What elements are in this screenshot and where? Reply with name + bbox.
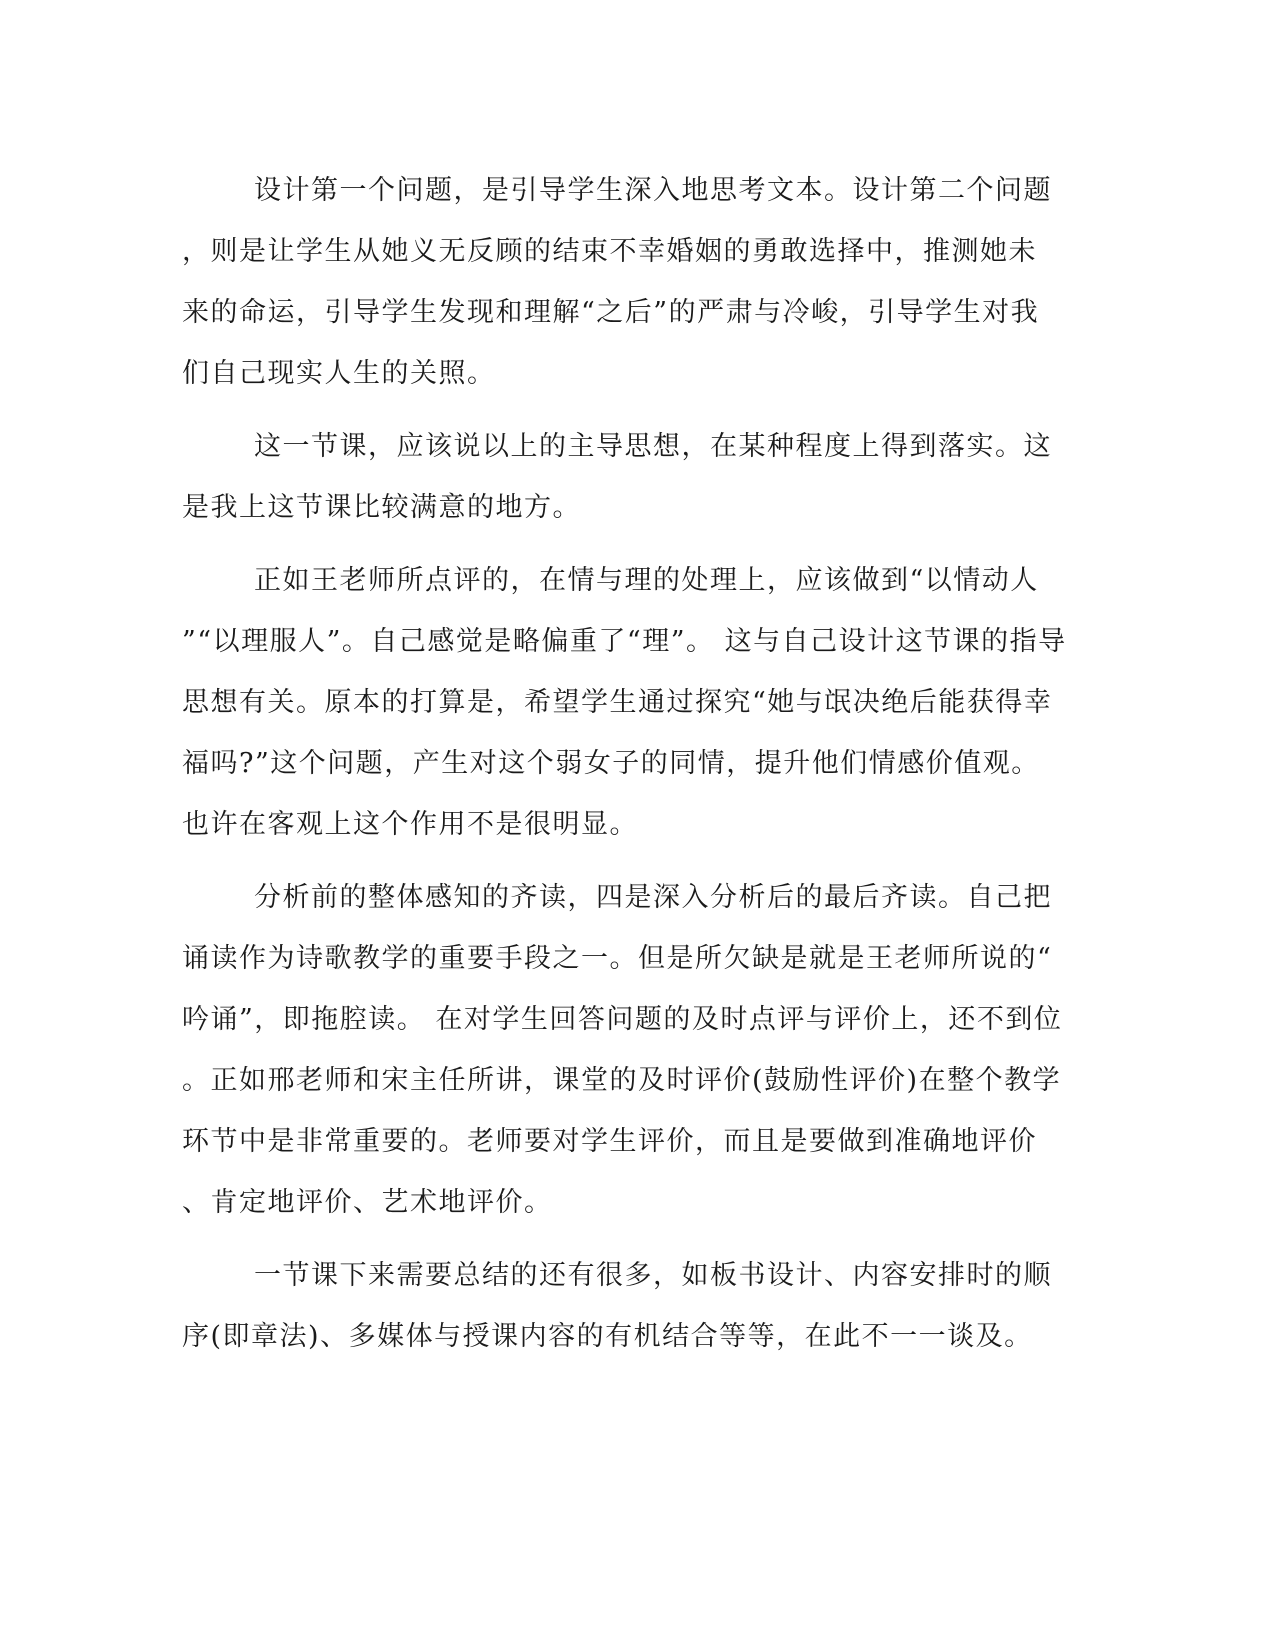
paragraph-1: [182, 160, 1082, 404]
text-line: 也许在客观上这个作用不是很明显。: [182, 809, 638, 840]
text-line: 、肯定地评价、艺术地评价。: [182, 1187, 553, 1218]
paragraph-5: [182, 1245, 1082, 1367]
text-line: 设计第一个问题，是引导学生深入地思考文本。设计第二个问题: [254, 175, 1052, 206]
paragraph-2: [182, 416, 1082, 538]
document-body: [182, 160, 1082, 1379]
text-line: 这一节课，应该说以上的主导思想，在某种程度上得到落实。这: [254, 431, 1052, 462]
text-line: 们自己现实人生的关照。: [182, 358, 496, 389]
text-line: 是我上这节课比较满意的地方。: [182, 492, 581, 523]
text-line: 分析前的整体感知的齐读，四是深入分析后的最后齐读。自己把: [254, 882, 1052, 913]
text-line: 思想有关。原本的打算是，希望学生通过探究“她与氓决绝后能获得幸: [182, 687, 1053, 718]
paragraph-3: [182, 550, 1082, 855]
paragraph-4: [182, 867, 1082, 1233]
text-line: 来的命运，引导学生发现和理解“之后”的严肃与冷峻，引导学生对我: [182, 297, 1040, 328]
text-line: 环节中是非常重要的。老师要对学生评价，而且是要做到准确地评价: [182, 1126, 1037, 1157]
text-line: ，则是让学生从她义无反顾的结束不幸婚姻的勇敢选择中，推测她未: [182, 236, 1037, 267]
text-line: 。正如邢老师和宋主任所讲，课堂的及时评价(鼓励性评价)在整个教学: [182, 1065, 1062, 1096]
text-line: 一节课下来需要总结的还有很多，如板书设计、内容安排时的顺: [254, 1260, 1052, 1291]
text-line: 福吗?”这个问题，产生对这个弱女子的同情，提升他们情感价值观。: [182, 748, 1040, 779]
text-line: 正如王老师所点评的，在情与理的处理上，应该做到“以情动人: [254, 565, 1039, 596]
text-line: 诵读作为诗歌教学的重要手段之一。但是所欠缺是就是王老师所说的“: [182, 943, 1053, 974]
text-line: 吟诵”，即拖腔读。 在对学生回答问题的及时点评与评价上，还不到位: [182, 1004, 1063, 1035]
text-line: 序(即章法)、多媒体与授课内容的有机结合等等，在此不一一谈及。: [182, 1321, 1033, 1352]
text-line: ”“以理服人”。自己感觉是略偏重了“理”。 这与自己设计这节课的指导: [182, 626, 1067, 657]
